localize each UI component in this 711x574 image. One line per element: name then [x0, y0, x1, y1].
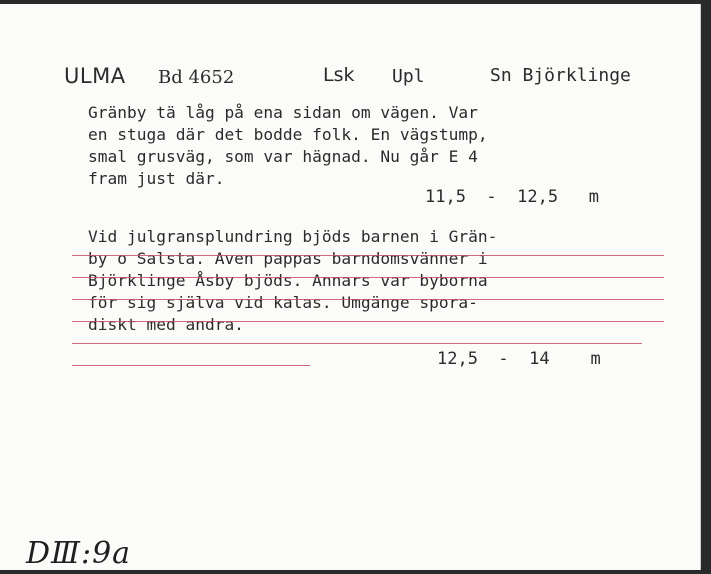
paragraph-1: [88, 102, 488, 190]
index-card: [0, 4, 701, 570]
handwritten-signum: DⅢ:9a: [26, 536, 132, 570]
red-underline: [72, 343, 642, 344]
archive-code: ULMA: [64, 64, 126, 88]
parish-name: Sn Björklinge: [490, 65, 631, 86]
paragraph-1-line: en stuga där det bodde folk. En vägstump,: [88, 125, 488, 144]
volume-number: Bd 4652: [158, 67, 235, 88]
paragraph-2-line: diskt med andra.: [88, 315, 244, 334]
paragraph-2: [88, 226, 497, 336]
paragraph-2-line: för sig själva vid kalas. Umgänge spora-: [88, 293, 478, 312]
paragraph-1-line: smal grusväg, som var hägnad. Nu går E 4: [88, 147, 478, 166]
paragraph-2-line: Vid julgransplundring bjöds barnen i Grän-: [88, 227, 498, 246]
paragraph-2-line: by o Salsta. Aven pappas barndomsvänner i: [88, 249, 488, 268]
paragraph-2-range: 12,5 - 14 m: [437, 349, 601, 369]
red-underline: [72, 321, 664, 322]
province-code: Upl: [392, 66, 425, 87]
paragraph-1-line: Gränby tä låg på ena sidan om vägen. Var: [88, 103, 478, 122]
red-underline: [72, 365, 310, 366]
paragraph-2-line: Björklinge Åsby bjöds. Annars var byborna: [88, 271, 488, 290]
paragraph-1-line: fram just där.: [88, 169, 225, 188]
red-underline: [72, 299, 664, 300]
red-underline: [72, 277, 664, 278]
red-underline: [72, 255, 664, 256]
province-abbreviation-label: Lsk: [323, 64, 355, 86]
paragraph-1-range: 11,5 - 12,5 m: [425, 187, 599, 207]
card-header: [0, 62, 700, 92]
